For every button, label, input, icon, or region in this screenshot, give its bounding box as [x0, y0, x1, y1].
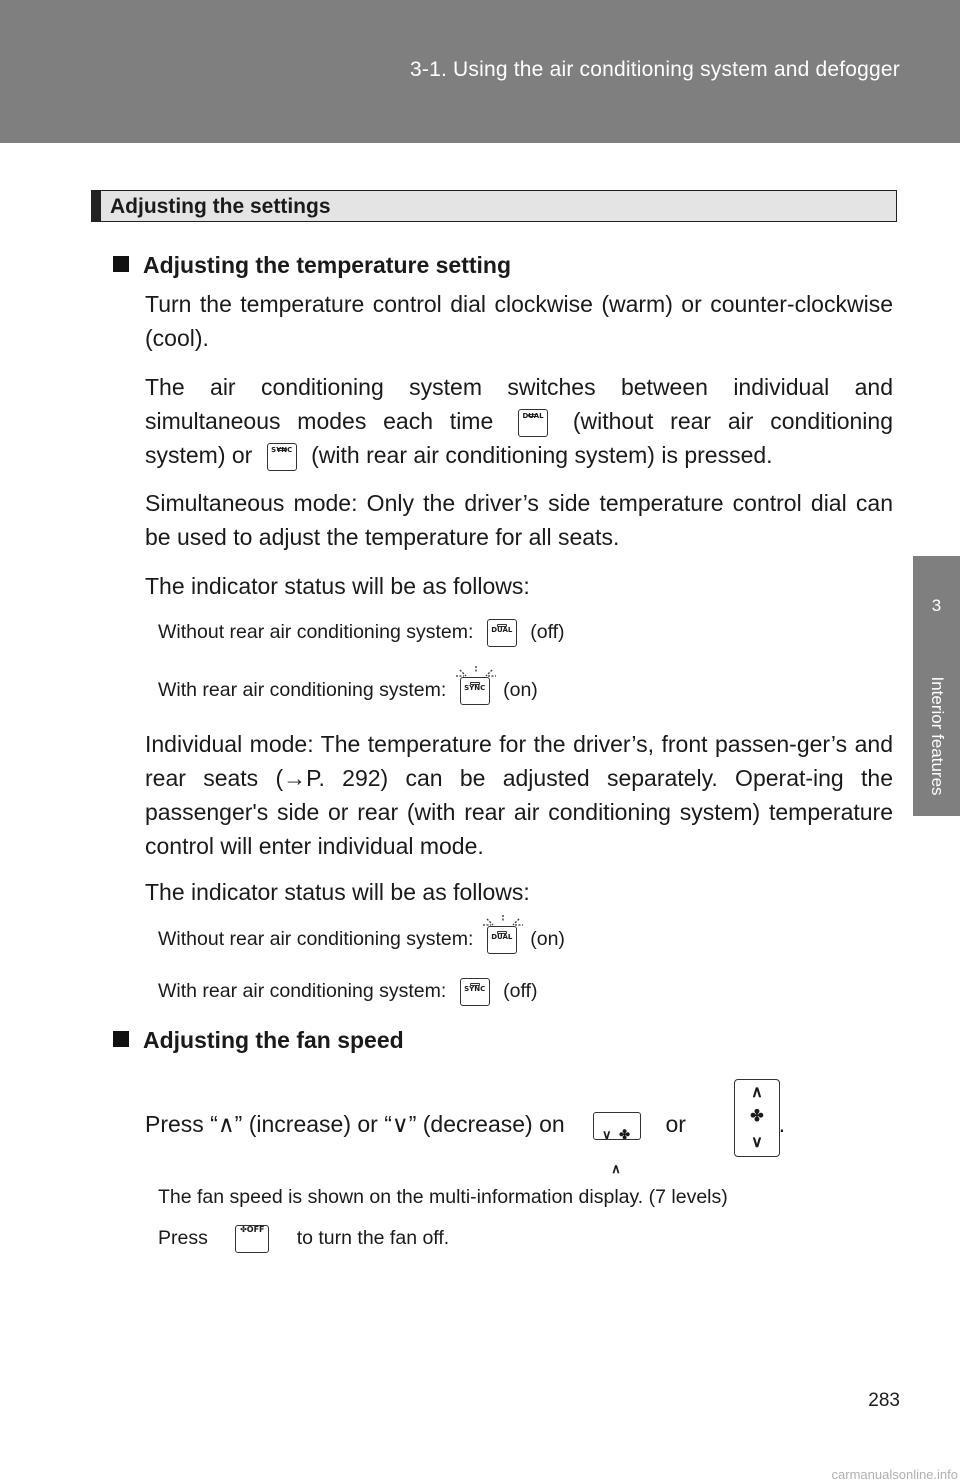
watermark: carmanualsonline.info: [831, 1467, 958, 1482]
fan-speed-paragraph: Press “∧” (increase) or “∨” (decrease) on ∨ ✤ ∧ or .: [145, 1111, 786, 1176]
ind-with-rear-line: With rear air conditioning system: SYNC (off): [158, 978, 537, 1006]
header-section-title: 3-1. Using the air conditioning system and defogger: [410, 58, 900, 81]
bullet-square-icon: [113, 256, 129, 272]
fan-speed-heading: Adjusting the fan speed: [113, 1027, 404, 1054]
sync-indicator-on-icon: SYNC: [460, 677, 490, 705]
page-header-bar: [0, 0, 960, 143]
section-title: Adjusting the settings: [110, 195, 331, 218]
chapter-label: Interior features: [927, 676, 947, 796]
sim-with-rear-line: With rear air conditioning system: SYNC (on): [158, 677, 538, 705]
indicator-status-intro-2: The indicator status will be as follows:: [145, 879, 530, 905]
dual-button-icon: DUAL: [518, 409, 548, 437]
temperature-paragraph-2: The air conditioning system switches between individual and simultaneous modes each time DUAL (without rear air conditioning system) or SYNC (with rear air conditioning system) is pressed.: [145, 370, 893, 472]
bullet-square-icon: [113, 1031, 129, 1047]
sim-without-rear-line: Without rear air conditioning system: DUAL (off): [158, 619, 565, 647]
dual-indicator-off-icon: DUAL: [487, 619, 517, 647]
ind-without-rear-line: Without rear air conditioning system: DUAL (on): [158, 926, 565, 954]
page-number: 283: [868, 1390, 900, 1411]
dual-indicator-on-icon: DUAL: [487, 926, 517, 954]
temperature-paragraph-1: Turn the temperature control dial clockwise (warm) or counter-clockwise (cool).: [145, 291, 893, 351]
fan-levels-note: The fan speed is shown on the multi-information display. (7 levels): [158, 1186, 728, 1208]
section-header: [91, 190, 897, 222]
fan-speed-vertical-button-icon: ∧ ✤ ∨: [734, 1079, 780, 1157]
sync-indicator-off-icon: SYNC: [460, 978, 490, 1006]
temperature-heading: Adjusting the temperature setting: [113, 252, 511, 279]
individual-mode-paragraph: Individual mode: The temperature for the driver’s, front passen-ger’s and rear seats (→P. 292) can be adjusted separately. Operat-ing the passenger's side or rear (with rear air conditioning system) temperature control will enter individual mode.: [145, 731, 893, 859]
chapter-number-tab: 3: [913, 556, 960, 656]
sync-button-icon: SYNC: [267, 443, 297, 471]
fan-off-note: Press ✤OFF to turn the fan off.: [158, 1225, 449, 1253]
fan-speed-wide-button-icon: ∨ ✤ ∧: [593, 1112, 641, 1140]
chapter-label-tab: [913, 656, 960, 816]
indicator-status-intro-1: The indicator status will be as follows:: [145, 573, 530, 599]
simultaneous-mode-paragraph: Simultaneous mode: Only the driver’s side temperature control dial can be used to adjust the temperature for all seats.: [145, 490, 893, 550]
fan-off-button-icon: ✤OFF: [235, 1225, 269, 1253]
